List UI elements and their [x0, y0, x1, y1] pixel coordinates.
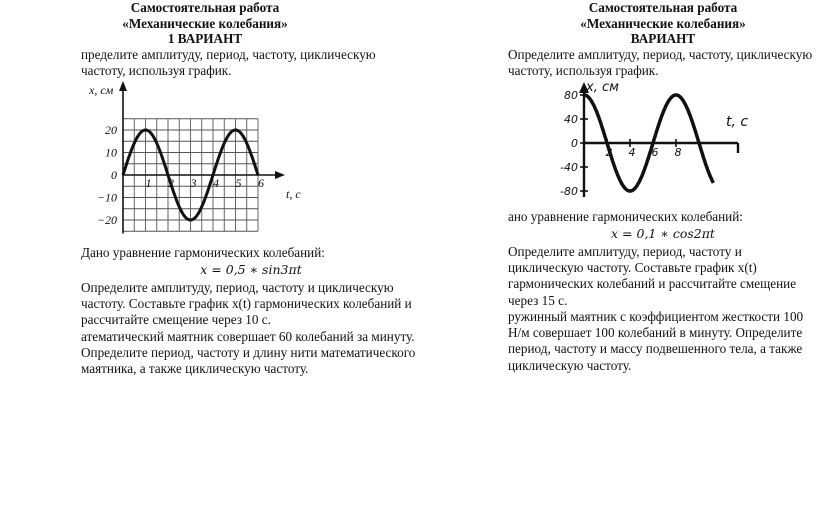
- variant-2-formula: x = 0,1 ∗ cos2πt: [611, 226, 715, 242]
- variant-1-header: [0, 0, 410, 47]
- variant-1-task-1: пределите амплитуду, период, частоту, циклическую частоту, используя график.: [81, 46, 376, 78]
- variant-1-graph: [83, 79, 323, 239]
- graph-1-x-label: t, с: [286, 187, 301, 202]
- x-tick-label: 3: [190, 176, 197, 191]
- x-tick-label: 4: [628, 146, 636, 160]
- x-tick-label: 4: [213, 176, 219, 191]
- y-axis-arrow: [119, 81, 127, 91]
- variant-2-title: Самостоятельная работа: [588, 0, 738, 15]
- y-tick-label: −10: [96, 190, 117, 205]
- y-tick-label: 0: [111, 168, 117, 183]
- variant-2-task-2-body: Определите амплитуду, период, частоту и циклическую частоту. Составьте график x(t) гармонических колебаний и рассчитайте смещение через 15 с.: [508, 243, 797, 308]
- y-tick-label: -80: [560, 185, 578, 199]
- graph-2-x-label: t, c: [726, 114, 749, 131]
- y-tick-label: 10: [105, 145, 117, 160]
- variant-1-task-3: атематический маятник совершает 60 колебаний за минуту. Определите период, частоту и длину нити математического маятника, а также циклическую частоту.: [81, 328, 416, 377]
- variant-1-subtitle: «Механические колебания»: [122, 15, 288, 31]
- variant-1-task-2-body: Определите амплитуду, период, частоту и циклическую частоту. Составьте график x(t) гармонических колебаний и рассчитайте смещение через 10 с.: [81, 279, 412, 328]
- y-tick-label: 80: [564, 89, 578, 103]
- graph-1-y-label: x, см: [89, 83, 114, 98]
- variant-2-graph: [548, 81, 808, 203]
- variant-1-title: Самостоятельная работа: [130, 0, 280, 15]
- variant-2-column: [508, 0, 816, 374]
- graph-2-y-label: x, см: [586, 81, 619, 96]
- variant-1-task-2-intro: Дано уравнение гармонических колебаний:: [81, 245, 325, 261]
- x-tick-label: 2: [605, 146, 613, 160]
- x-tick-label: 2: [168, 176, 174, 191]
- variant-2-subtitle: «Механические колебания»: [580, 15, 746, 31]
- variant-2-task-2-intro: ано уравнение гармонических колебаний:: [508, 209, 743, 225]
- y-tick-label: 0: [571, 137, 578, 151]
- variant-2-task-3: ружинный маятник с коэффициентом жесткости 100 Н/м совершает 100 колебаний в минуту. Определите период, частоту и массу подвешенного тела, а также циклическую частоту.: [508, 308, 804, 373]
- x-tick-label: 1: [145, 176, 152, 191]
- variant-2-task-1: Определите амплитуду, период, частоту, циклическую частоту, используя график.: [508, 46, 813, 78]
- x-tick-label: 8: [674, 146, 682, 160]
- variant-2-header: [468, 0, 816, 47]
- y-tick-label: -40: [560, 161, 578, 175]
- x-tick-label: 5: [235, 176, 242, 191]
- variant-2-label: ВАРИАНТ: [630, 31, 696, 46]
- x-tick-label: 6: [651, 146, 659, 160]
- x-axis-arrow: [275, 171, 285, 179]
- y-tick-label: 20: [105, 123, 117, 138]
- variant-1-column: [81, 0, 421, 377]
- variant-1-formula: x = 0,5 ∗ sin3πt: [200, 262, 302, 278]
- y-tick-label: −20: [96, 213, 117, 228]
- y-tick-label: 40: [564, 113, 578, 127]
- x-tick-label: 6: [258, 176, 264, 191]
- variant-1-label: 1 ВАРИАНТ: [167, 31, 243, 46]
